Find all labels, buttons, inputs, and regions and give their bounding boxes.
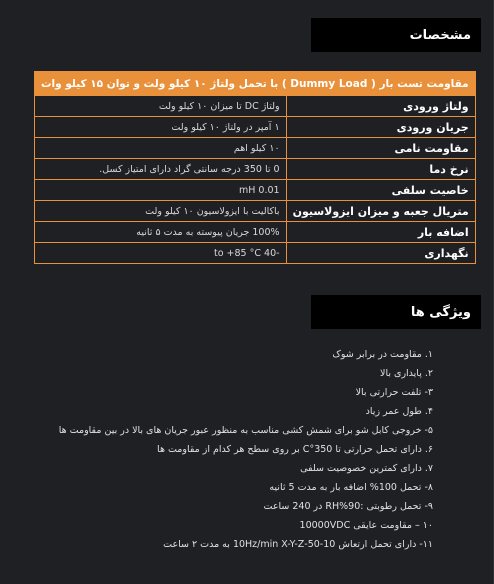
spec-label: ولتاژ ورودی xyxy=(286,96,475,117)
list-item: ۴. طول عمر زیاد xyxy=(365,406,433,417)
spec-label: اضافه بار xyxy=(286,222,475,243)
list-item: ۸- تحمل 100% اضافه بار به مدت 5 ثانیه xyxy=(269,482,433,493)
spec-value: ۱۰ کیلو اهم xyxy=(35,138,287,159)
spec-label: جریان ورودی xyxy=(286,117,475,138)
spec-value: باکالیت با ایزولاسیون ۱۰ کیلو ولت xyxy=(35,201,287,222)
table-row xyxy=(35,138,476,159)
list-item: ۶. دارای تحمل حرارتی تا 350°C بر روی سطح هر کدام از مقاومت ها xyxy=(157,444,433,455)
specs-header: مشخصات xyxy=(311,18,481,52)
spec-label: خاصیت سلفی xyxy=(286,180,475,201)
specs-table-title-row xyxy=(35,72,476,96)
table-row xyxy=(35,96,476,117)
specs-table xyxy=(34,71,476,264)
table-row xyxy=(35,159,476,180)
spec-label: نرخ دما xyxy=(286,159,475,180)
spec-value: ۱ آمپر در ولتاژ ۱۰ کیلو ولت xyxy=(35,117,287,138)
spec-value: -40 to +85 °C xyxy=(35,243,287,264)
table-row xyxy=(35,180,476,201)
list-item: ۱. مقاومت در برابر شوک xyxy=(332,349,433,360)
features-header: ویژگی ها xyxy=(311,295,481,329)
list-item: ۷. دارای کمترین خصوصیت سلفی xyxy=(300,463,433,474)
features-list xyxy=(33,345,433,554)
spec-value: 100% جریان پیوسته به مدت ۵ ثانیه xyxy=(35,222,287,243)
table-row xyxy=(35,222,476,243)
table-row xyxy=(35,201,476,222)
list-item: ۲. پایداری بالا xyxy=(380,368,433,379)
spec-label: نگهداری xyxy=(286,243,475,264)
list-item: ۵- خروجی کابل شو برای شمش کشی مناسب به منظور عبور جریان های بالا در بین مقاومت ها xyxy=(58,425,433,436)
spec-label: مقاومت نامی xyxy=(286,138,475,159)
spec-label: متریال جعبه و میزان ایزولاسیون xyxy=(286,201,475,222)
table-row xyxy=(35,117,476,138)
spec-value: ولتاژ DC تا میزان ۱۰ کیلو ولت xyxy=(35,96,287,117)
list-item: ۹- تحمل رطوبتی :RH%90 در 240 ساعت xyxy=(263,501,433,512)
list-item: ۱۰ – مقاومت عایقی 10000VDC xyxy=(299,520,433,531)
list-item: ۱۱- دارای تحمل ارتعاش 10-50-10Hz/min X-Y-Z به مدت ۲ ساعت xyxy=(163,539,433,550)
table-row xyxy=(35,243,476,264)
specs-table-title: مقاومت تست بار ( Dummy Load ) با تحمل ولتاژ ۱۰ کیلو ولت و توان ۱۵ کیلو وات xyxy=(35,72,476,96)
list-item: ۳- تلفت حرارتی بالا xyxy=(355,387,433,398)
spec-value: 0 تا 350 درجه سانتی گراد دارای امتیاز کسل. xyxy=(35,159,287,180)
spec-value: 0.01 mH xyxy=(35,180,287,201)
